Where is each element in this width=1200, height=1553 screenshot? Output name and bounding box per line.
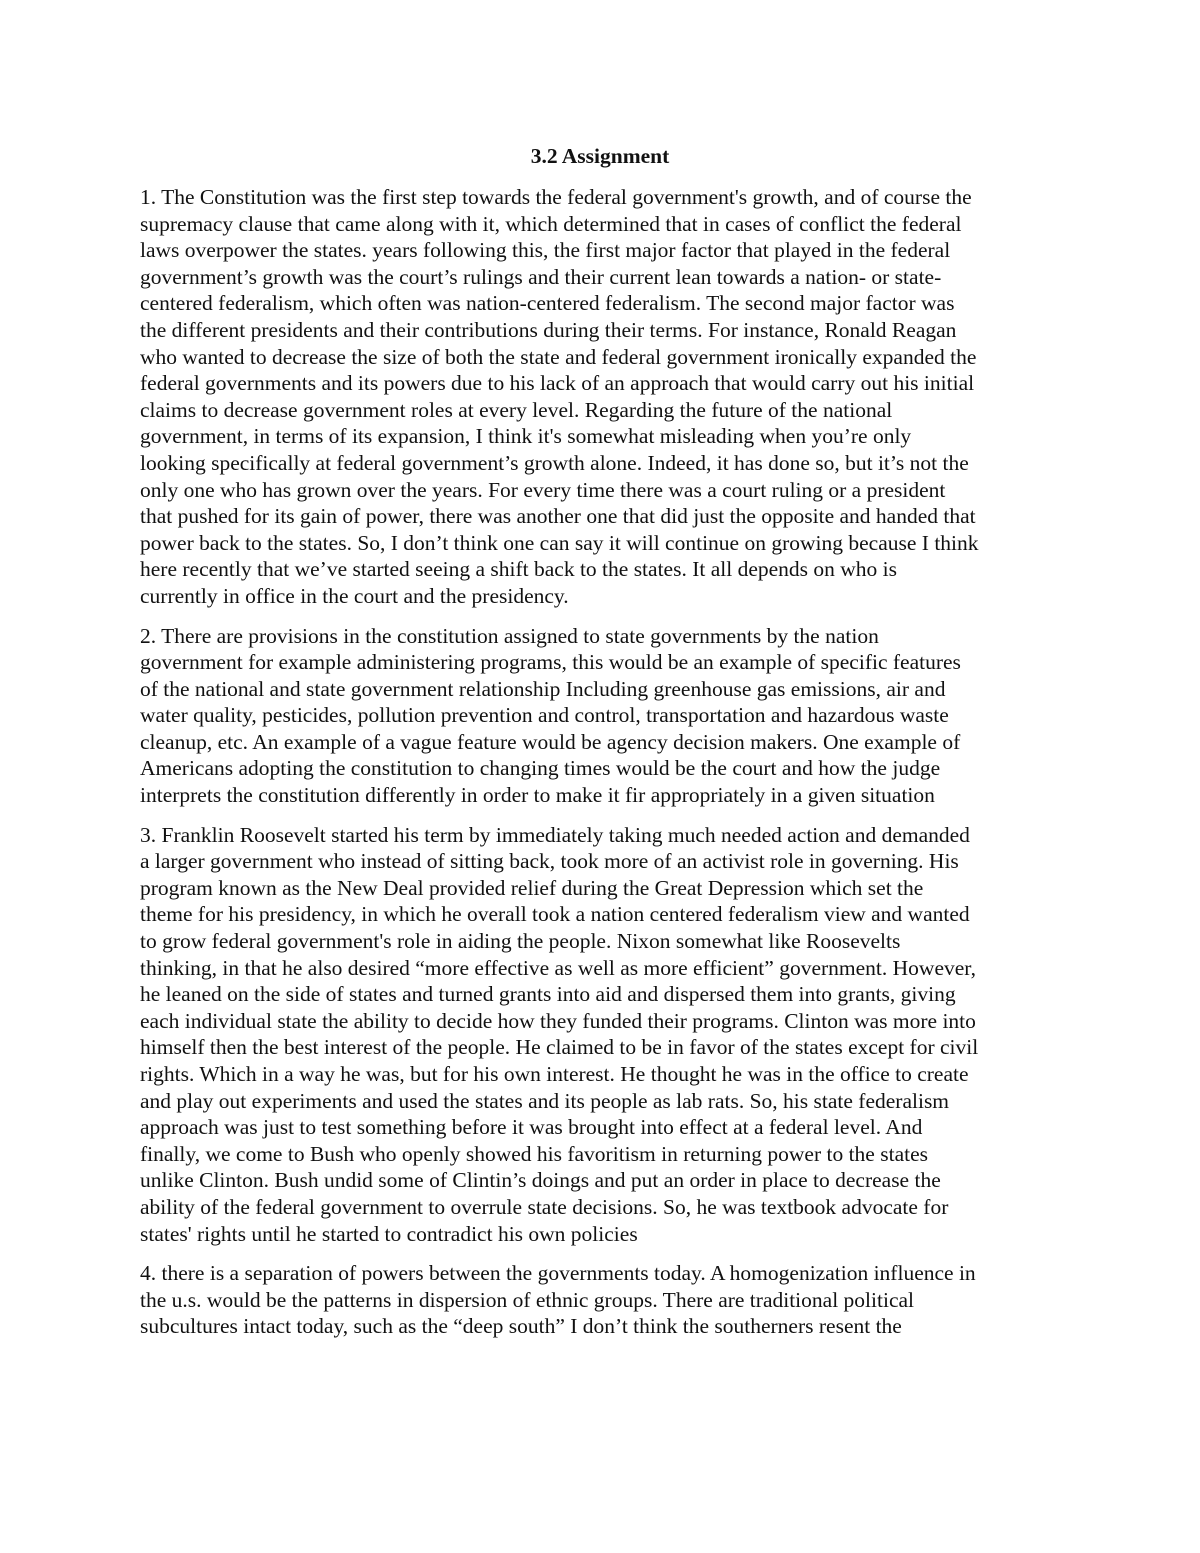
text-line: who wanted to decrease the size of both the state and federal government ironically expanded the: [140, 344, 977, 369]
text-line: federal governments and its powers due to his lack of an approach that would carry out his initial: [140, 371, 975, 396]
text-line: that pushed for its gain of power, there was another one that did just the opposite and handed that: [140, 504, 976, 529]
text-line: of the national and state government relationship Including greenhouse gas emissions, air and: [140, 676, 946, 701]
text-line: water quality, pesticides, pollution prevention and control, transportation and hazardous waste: [140, 703, 949, 728]
text-line: centered federalism, which often was nation-centered federalism. The second major factor was: [140, 291, 955, 316]
text-line: himself then the best interest of the people. He claimed to be in favor of the states except for civil: [140, 1035, 979, 1060]
text-line: approach was just to test something before it was brought into effect at a federal level. And: [140, 1115, 923, 1140]
text-line: ability of the federal government to overrule state decisions. So, he was textbook advocate for: [140, 1194, 949, 1219]
text-line: program known as the New Deal provided relief during the Great Depression which set the: [140, 875, 924, 900]
text-line: government for example administering programs, this would be an example of specific features: [140, 650, 961, 675]
text-line: unlike Clinton. Bush undid some of Clintin’s doings and put an order in place to decrease the: [140, 1168, 941, 1193]
text-line: and play out experiments and used the states and its people as lab rats. So, his state federalism: [140, 1088, 950, 1113]
text-line: interprets the constitution differently in order to make it fir appropriately in a given situation: [140, 783, 935, 808]
text-line: laws overpower the states. years following this, the first major factor that played in the federal: [140, 238, 951, 263]
text-line: supremacy clause that came along with it, which determined that in cases of conflict the federal: [140, 211, 962, 236]
paragraph-2: [140, 623, 1060, 809]
text-line: 4. there is a separation of powers between the governments today. A homogenization influence in: [140, 1261, 976, 1286]
text-line: finally, we come to Bush who openly showed his favoritism in returning power to the states: [140, 1141, 928, 1166]
text-line: claims to decrease government roles at every level. Regarding the future of the national: [140, 397, 893, 422]
text-line: theme for his presidency, in which he overall took a nation centered federalism view and wanted: [140, 902, 970, 927]
text-line: the u.s. would be the patterns in dispersion of ethnic groups. There are traditional political: [140, 1287, 914, 1312]
text-line: only one who has grown over the years. For every time there was a court ruling or a president: [140, 477, 946, 502]
text-line: power back to the states. So, I don’t think one can say it will continue on growing because I think: [140, 530, 979, 555]
text-line: states' rights until he started to contradict his own policies: [140, 1221, 638, 1246]
text-line: looking specifically at federal government’s growth alone. Indeed, it has done so, but it’s not the: [140, 450, 969, 475]
paragraph-3: [140, 822, 1060, 1248]
text-line: thinking, in that he also desired “more effective as well as more efficient” government. However,: [140, 955, 976, 980]
text-line: he leaned on the side of states and turned grants into aid and dispersed them into grants, giving: [140, 982, 956, 1007]
text-line: each individual state the ability to decide how they funded their programs. Clinton was more into: [140, 1008, 976, 1033]
text-line: 2. There are provisions in the constitution assigned to state governments by the nation: [140, 623, 879, 648]
text-line: government, in terms of its expansion, I think it's somewhat misleading when you’re only: [140, 424, 912, 449]
text-line: government’s growth was the court’s rulings and their current lean towards a nation- or state-: [140, 264, 942, 289]
text-line: currently in office in the court and the presidency.: [140, 583, 569, 608]
text-line: subcultures intact today, such as the “deep south” I don’t think the southerners resent the: [140, 1314, 902, 1339]
paragraph-1: [140, 184, 1060, 610]
text-line: 1. The Constitution was the first step towards the federal government's growth, and of course the: [140, 185, 972, 209]
document-title: 3.2 Assignment: [530, 144, 670, 168]
text-line: 3. Franklin Roosevelt started his term by immediately taking much needed action and demanded: [140, 822, 970, 847]
text-line: Americans adopting the constitution to changing times would be the court and how the judge: [140, 756, 941, 781]
text-line: to grow federal government's role in aiding the people. Nixon somewhat like Roosevelts: [140, 929, 901, 954]
text-line: a larger government who instead of sitting back, took more of an activist role in governing. His: [140, 849, 959, 874]
document-page: [140, 140, 1060, 1353]
text-line: rights. Which in a way he was, but for his own interest. He thought he was in the office to create: [140, 1062, 969, 1086]
text-line: here recently that we’ve started seeing a shift back to the states. It all depends on who is: [140, 557, 898, 582]
paragraph-4: [140, 1260, 1060, 1340]
text-line: cleanup, etc. An example of a vague feature would be agency decision makers. One example of: [140, 729, 961, 754]
text-line: the different presidents and their contributions during their terms. For instance, Ronald Reagan: [140, 317, 957, 342]
